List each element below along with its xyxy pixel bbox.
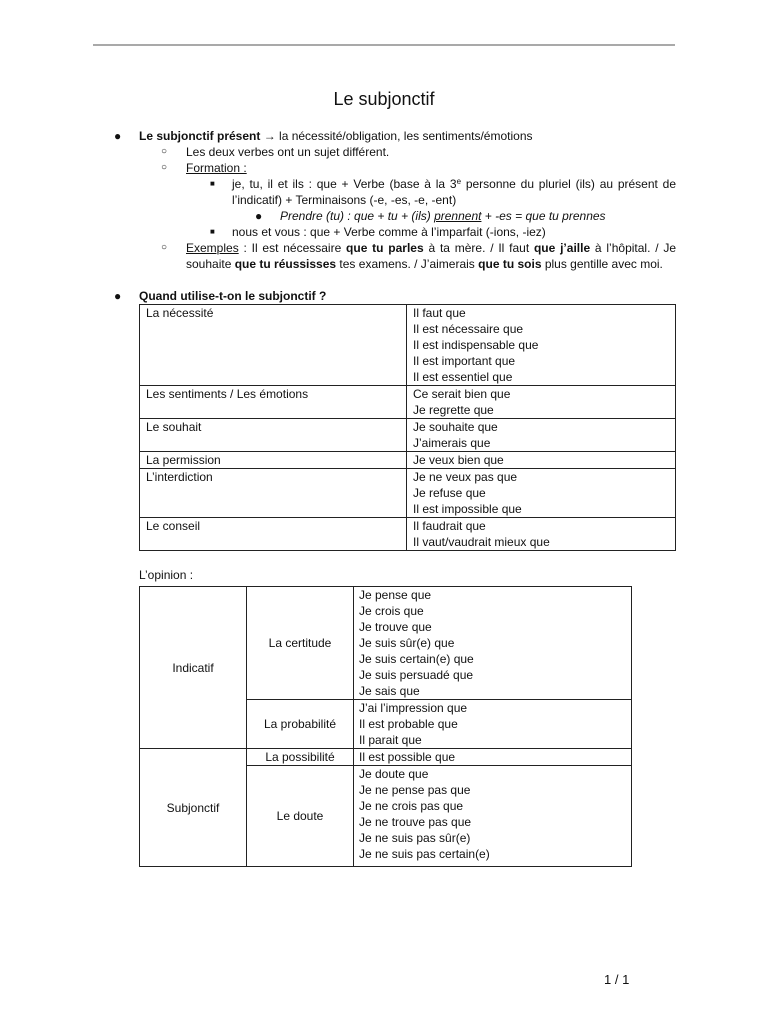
- table-row: [140, 469, 676, 518]
- expression: Je ne veux pas que: [413, 470, 518, 484]
- intro-bullet: [114, 128, 676, 144]
- circle-bullet-icon: ○: [161, 146, 168, 157]
- exemples-item: [114, 240, 676, 272]
- expression: Je crois que: [359, 604, 424, 618]
- exemples-text: plus gentille avec moi.: [541, 257, 663, 271]
- opinion-category: La probabilité: [247, 700, 354, 749]
- exemples-text: : Il est nécessaire: [238, 241, 347, 255]
- expression: Je pense que: [359, 588, 432, 602]
- intro-lead-rest: → la nécessité/obligation, les sentiments/émotions: [260, 129, 533, 143]
- usage-expressions: [407, 386, 676, 419]
- opinion-expressions: [354, 766, 632, 867]
- expression: Je veux bien que: [413, 453, 504, 467]
- header-rule: [93, 44, 675, 46]
- expression: Il faudrait que: [413, 519, 486, 533]
- rule1-text-a: je, tu, il et ils : que + Verbe (base à la 3: [232, 177, 457, 191]
- rule2-text: nous et vous : que + Verbe comme à l’imparfait (-ions, -iez): [232, 225, 546, 239]
- exemples-bold: que tu parles: [346, 241, 424, 255]
- usage-category: Les sentiments / Les émotions: [140, 386, 407, 419]
- example-text-b: + -es = que tu prennes: [481, 209, 606, 223]
- expression: Je suis persuadé que: [359, 668, 474, 682]
- sujet-text: Les deux verbes ont un sujet différent.: [186, 145, 390, 159]
- expression: Je regrette que: [413, 403, 494, 417]
- expression: Il est nécessaire que: [413, 322, 524, 336]
- rule-plural: [114, 224, 676, 240]
- opinion-expressions: [354, 749, 632, 766]
- page-number: 1 / 1: [604, 972, 630, 987]
- expression: Je ne suis pas certain(e): [359, 847, 490, 861]
- usage-expressions: [407, 452, 676, 469]
- opinion-category: La certitude: [247, 587, 354, 700]
- mood-indicatif: Indicatif: [140, 587, 247, 749]
- table-row: [140, 419, 676, 452]
- expression: Il vaut/vaudrait mieux que: [413, 535, 550, 549]
- usage-expressions: [407, 469, 676, 518]
- expression: Ce serait bien que: [413, 387, 511, 401]
- opinion-category: La possibilité: [247, 749, 354, 766]
- exemples-text: tes examens. / J’aimerais: [336, 257, 479, 271]
- exemples-bold: que tu réussisses: [234, 257, 337, 271]
- exemples-bold: que tu sois: [478, 257, 542, 271]
- document-body: [114, 128, 676, 867]
- expression: Je ne pense pas que: [359, 783, 471, 797]
- expression: Je suis sûr(e) que: [359, 636, 455, 650]
- expression: Je sais que: [359, 684, 420, 698]
- square-bullet-icon: ■: [210, 227, 215, 236]
- expression: Il parait que: [359, 733, 422, 747]
- opinion-expressions: [354, 587, 632, 700]
- expression: Il est possible que: [359, 750, 456, 764]
- dot-bullet-icon: ●: [255, 209, 263, 223]
- expression: Je ne suis pas sûr(e): [359, 831, 471, 845]
- page-title: Le subjonctif: [333, 89, 435, 109]
- example-text-a: Prendre (tu) : que + tu + (ils): [280, 209, 435, 223]
- example-underlined: prennent: [434, 209, 482, 223]
- circle-bullet-icon: ○: [161, 162, 168, 173]
- expression: Je ne trouve pas que: [359, 815, 472, 829]
- exemples-label: Exemples: [186, 241, 239, 255]
- intro-lead: Le subjonctif présent: [139, 129, 261, 143]
- usage-category: Le conseil: [140, 518, 407, 551]
- rule1-text-b: personne du pluriel (ils) au présent de l’indicatif) + Terminaisons (-e, -es, -e, -ent): [232, 177, 676, 207]
- expression: Je trouve que: [359, 620, 432, 634]
- formation-item: [114, 160, 676, 176]
- opinion-expressions: [354, 700, 632, 749]
- quand-bullet: [114, 288, 676, 304]
- quand-heading: Quand utilise-t-on le subjonctif ?: [139, 289, 327, 303]
- bullet-icon: ●: [114, 129, 122, 143]
- table-row: [140, 305, 676, 386]
- opinion-table: [139, 586, 632, 867]
- rule1-superscript: e: [456, 177, 462, 186]
- usage-category: La nécessité: [140, 305, 407, 386]
- opinion-category: Le doute: [247, 766, 354, 867]
- exemples-text: à ta mère. / Il faut: [423, 241, 534, 255]
- expression: J’aimerais que: [413, 436, 491, 450]
- table-row: [140, 518, 676, 551]
- usage-category: L’interdiction: [140, 469, 407, 518]
- sujet-item: [114, 144, 676, 160]
- expression: Je refuse que: [413, 486, 486, 500]
- usage-category: La permission: [140, 452, 407, 469]
- table-row: [140, 386, 676, 419]
- mood-subjonctif: Subjonctif: [140, 749, 247, 867]
- circle-bullet-icon: ○: [161, 242, 168, 253]
- expression: Il est essentiel que: [413, 370, 513, 384]
- usage-expressions: [407, 305, 676, 386]
- table-row: [140, 587, 632, 700]
- usage-expressions: [407, 419, 676, 452]
- expression: J’ai l’impression que: [359, 701, 468, 715]
- exemples-bold: que j’aille: [533, 241, 591, 255]
- exemples-text: à l’hôpital. / Je souhaite: [186, 241, 677, 271]
- expression: Il est probable que: [359, 717, 458, 731]
- usage-table: [139, 304, 676, 551]
- expression: Je suis certain(e) que: [359, 652, 474, 666]
- expression: Je souhaite que: [413, 420, 498, 434]
- expression: Je doute que: [359, 767, 429, 781]
- rule-singular: [114, 176, 676, 208]
- expression: Il faut que: [413, 306, 466, 320]
- expression: Il est important que: [413, 354, 516, 368]
- expression: Il est indispensable que: [413, 338, 539, 352]
- table-row: [140, 452, 676, 469]
- example-prendre: [114, 208, 676, 224]
- bullet-icon: ●: [114, 289, 122, 303]
- opinion-label: L’opinion :: [139, 568, 194, 582]
- usage-expressions: [407, 518, 676, 551]
- expression: Je ne crois pas que: [359, 799, 464, 813]
- usage-category: Le souhait: [140, 419, 407, 452]
- formation-label: Formation :: [186, 161, 247, 175]
- expression: Il est impossible que: [413, 502, 522, 516]
- table-row: [140, 749, 632, 766]
- square-bullet-icon: ■: [210, 179, 215, 188]
